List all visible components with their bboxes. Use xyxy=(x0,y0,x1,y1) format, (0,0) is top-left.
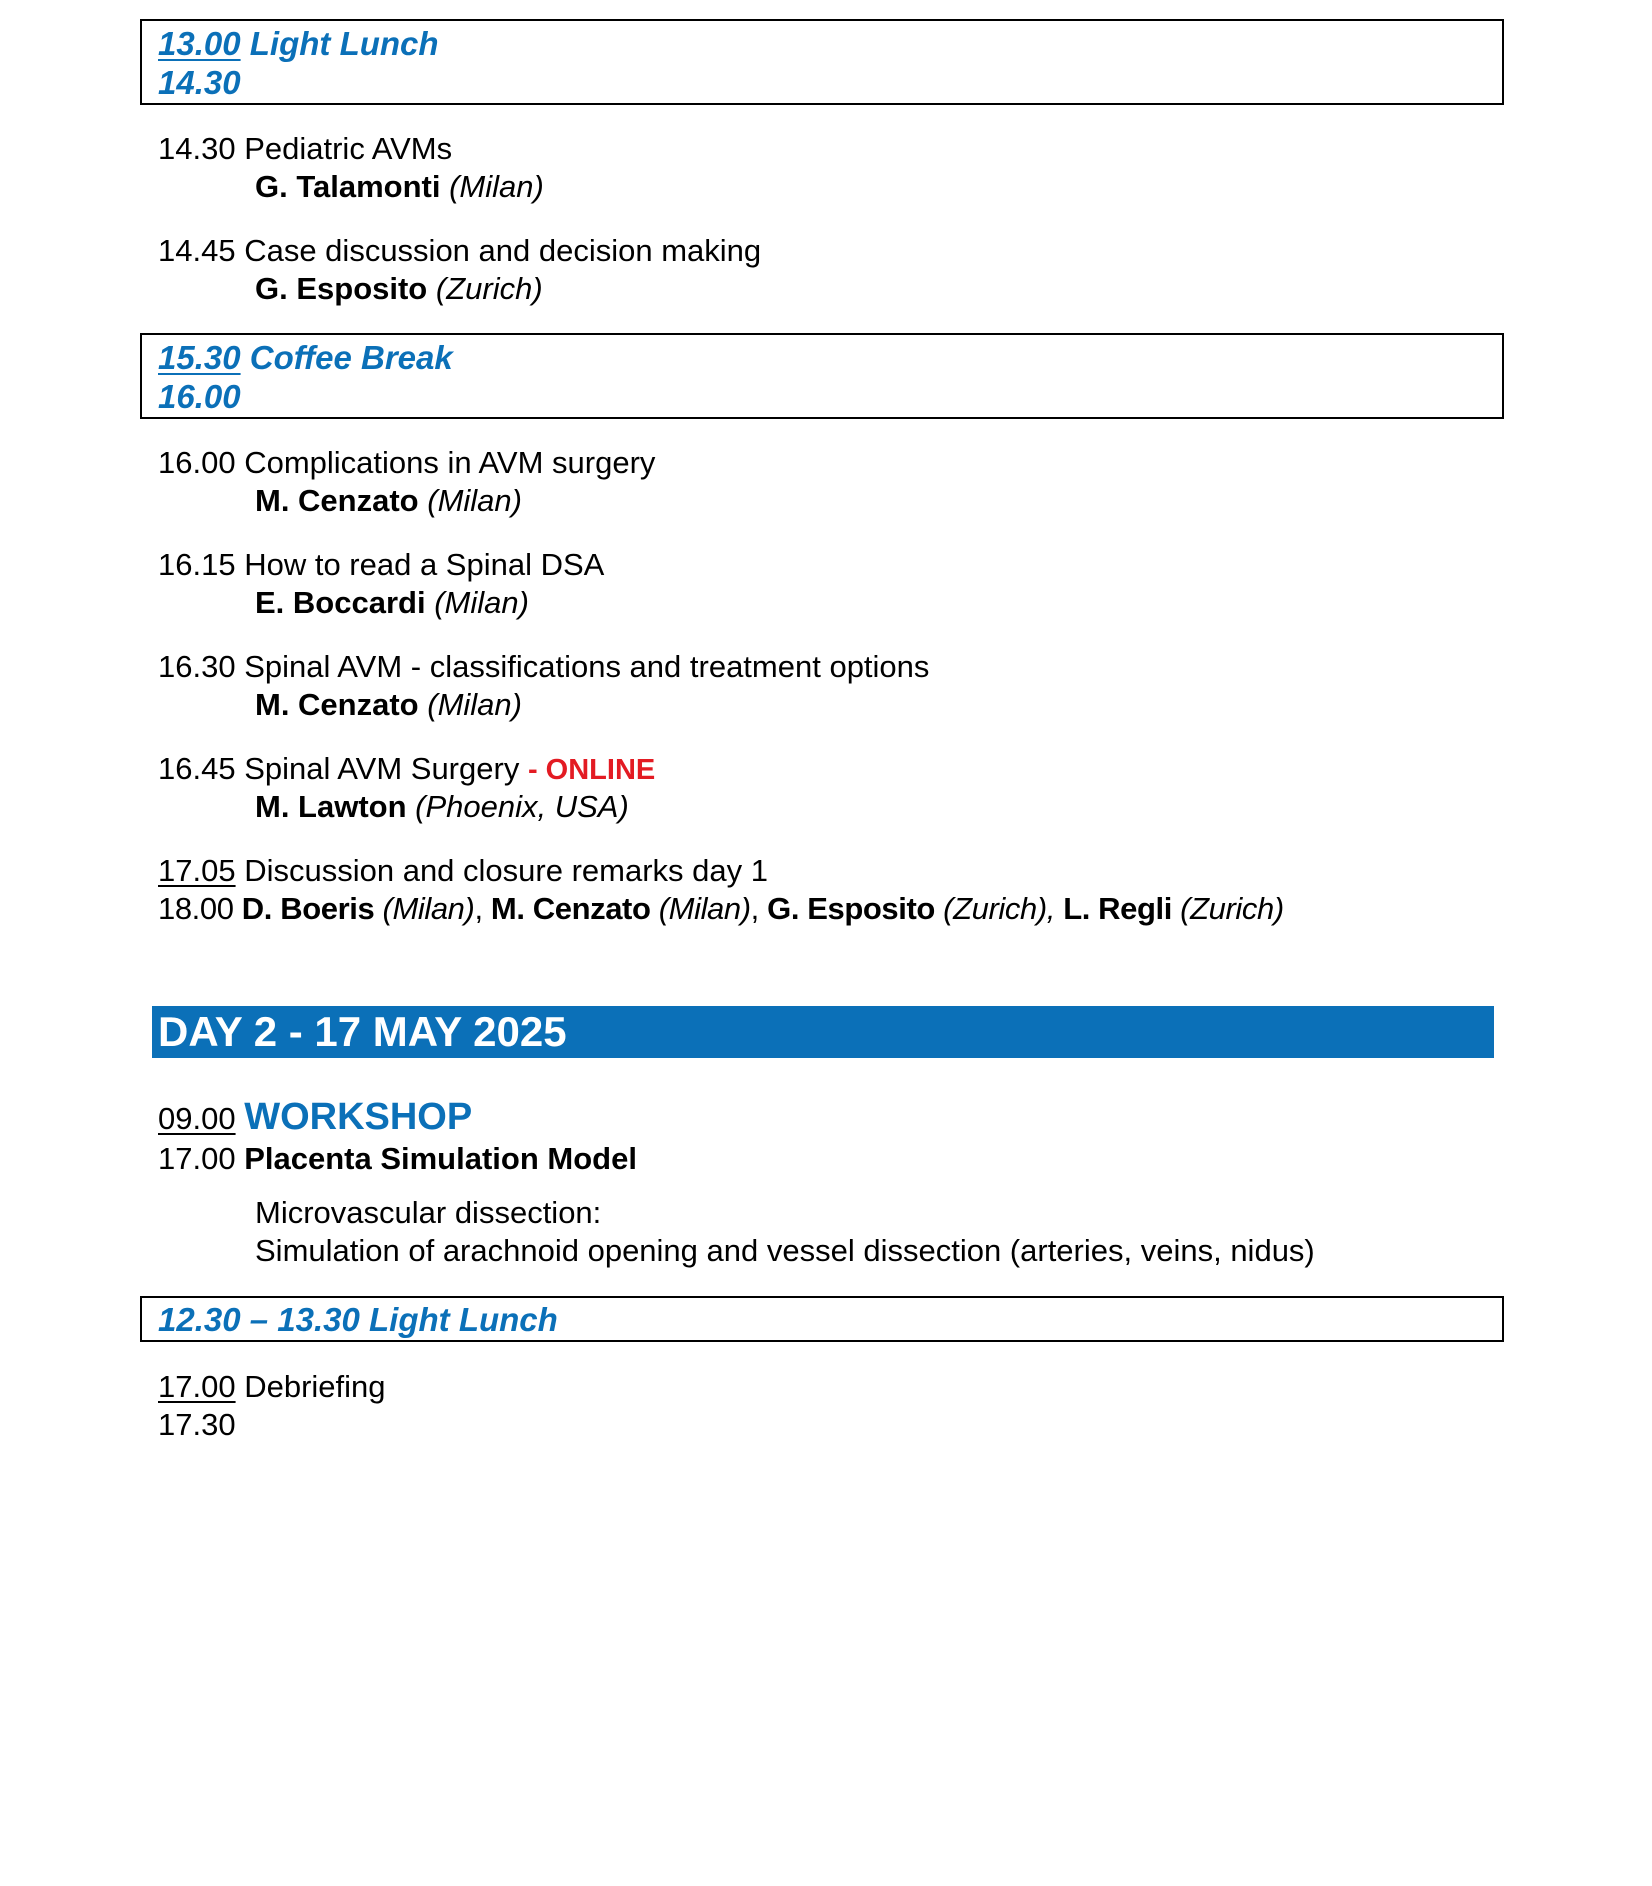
speaker-city: (Zurich) xyxy=(1180,891,1284,926)
separator: , xyxy=(750,891,759,926)
workshop-start-time: 09.00 xyxy=(158,1101,236,1136)
debrief-end-time: 17.30 xyxy=(158,1407,236,1442)
session-closing xyxy=(158,852,768,890)
session-time: 16.15 xyxy=(158,547,236,582)
debrief-start-time: 17.00 xyxy=(158,1369,236,1404)
speaker-name: M. Cenzato xyxy=(255,483,419,518)
speaker-name: D. Boeris xyxy=(241,891,375,926)
day-2-heading: DAY 2 - 17 MAY 2025 xyxy=(158,1008,567,1055)
light-lunch-label: Light Lunch xyxy=(249,25,439,62)
separator: , xyxy=(474,891,483,926)
speaker-name: G. Esposito xyxy=(767,891,935,926)
session-spinal-avm-surgery xyxy=(158,750,655,789)
light-lunch-end-time: 14.30 xyxy=(158,64,241,101)
day-2-heading-band xyxy=(152,1006,1494,1058)
session-time: 16.00 xyxy=(158,445,236,480)
speaker-line xyxy=(255,584,529,622)
speaker-line xyxy=(255,686,522,724)
speaker-name: M. Cenzato xyxy=(255,687,419,722)
speaker-line xyxy=(255,788,629,826)
coffee-break-line xyxy=(158,339,453,377)
speaker-line xyxy=(255,270,543,308)
speaker-name: G. Talamonti xyxy=(255,169,441,204)
workshop-end-time: 17.00 xyxy=(158,1141,236,1176)
session-debriefing xyxy=(158,1368,386,1406)
speaker-name: M. Cenzato xyxy=(490,891,651,926)
session-title: Pediatric AVMs xyxy=(244,131,453,166)
speaker-name: E. Boccardi xyxy=(255,585,426,620)
session-time: 16.30 xyxy=(158,649,236,684)
session-pediatric-avms xyxy=(158,130,452,168)
speaker-city: (Milan) xyxy=(658,891,751,926)
session-time: 16.45 xyxy=(158,751,236,786)
closing-title: Discussion and closure remarks day 1 xyxy=(244,853,768,888)
light-lunch-day2-label: 12.30 – 13.30 Light Lunch xyxy=(158,1301,558,1338)
debrief-title: Debriefing xyxy=(244,1369,386,1404)
session-time: 14.45 xyxy=(158,233,236,268)
speaker-city: (Milan) xyxy=(382,891,475,926)
closing-end-time: 18.00 xyxy=(158,891,234,926)
speaker-name: L. Regli xyxy=(1063,891,1172,926)
workshop-line xyxy=(158,1098,472,1138)
workshop-description-line-1: Microvascular dissection: xyxy=(255,1195,602,1230)
online-badge: - ONLINE xyxy=(527,754,656,786)
light-lunch-line xyxy=(158,25,439,63)
speaker-city: (Milan) xyxy=(427,483,522,518)
speaker-city: (Milan) xyxy=(449,169,544,204)
session-title: Case discussion and decision making xyxy=(244,233,762,268)
speaker-city: (Zurich) xyxy=(435,271,543,306)
workshop-description-line-2: Simulation of arachnoid opening and vessel dissection (arteries, veins, nidus) xyxy=(255,1233,1315,1268)
closing-speakers-line xyxy=(158,890,1284,928)
light-lunch-box xyxy=(140,19,1504,105)
speaker-line xyxy=(255,482,522,520)
session-complications xyxy=(158,444,655,482)
speaker-name: G. Esposito xyxy=(255,271,428,306)
session-spinal-avm-classifications xyxy=(158,648,929,686)
speaker-city: (Phoenix, USA) xyxy=(415,789,629,824)
coffee-break-label: Coffee Break xyxy=(249,339,453,376)
coffee-break-start-time: 15.30 xyxy=(158,339,241,376)
workshop-model: Placenta Simulation Model xyxy=(244,1141,637,1176)
light-lunch-day2-box xyxy=(140,1296,1504,1342)
speaker-city: (Milan) xyxy=(427,687,522,722)
session-spinal-dsa xyxy=(158,546,604,584)
speaker-city: (Zurich), xyxy=(943,891,1055,926)
speaker-line xyxy=(255,168,544,206)
session-title: Complications in AVM surgery xyxy=(244,445,656,480)
workshop-label: WORKSHOP xyxy=(244,1096,473,1138)
session-title: Spinal AVM Surgery xyxy=(244,751,520,786)
light-lunch-start-time: 13.00 xyxy=(158,25,241,62)
speaker-city: (Milan) xyxy=(434,585,529,620)
session-title: How to read a Spinal DSA xyxy=(244,547,605,582)
coffee-break-box xyxy=(140,333,1504,419)
session-title: Spinal AVM - classifications and treatment options xyxy=(244,649,930,684)
session-time: 14.30 xyxy=(158,131,236,166)
speaker-name: M. Lawton xyxy=(255,789,407,824)
coffee-break-end-time: 16.00 xyxy=(158,378,241,415)
workshop-model-line xyxy=(158,1140,637,1178)
closing-start-time: 17.05 xyxy=(158,853,236,888)
session-case-discussion xyxy=(158,232,761,270)
